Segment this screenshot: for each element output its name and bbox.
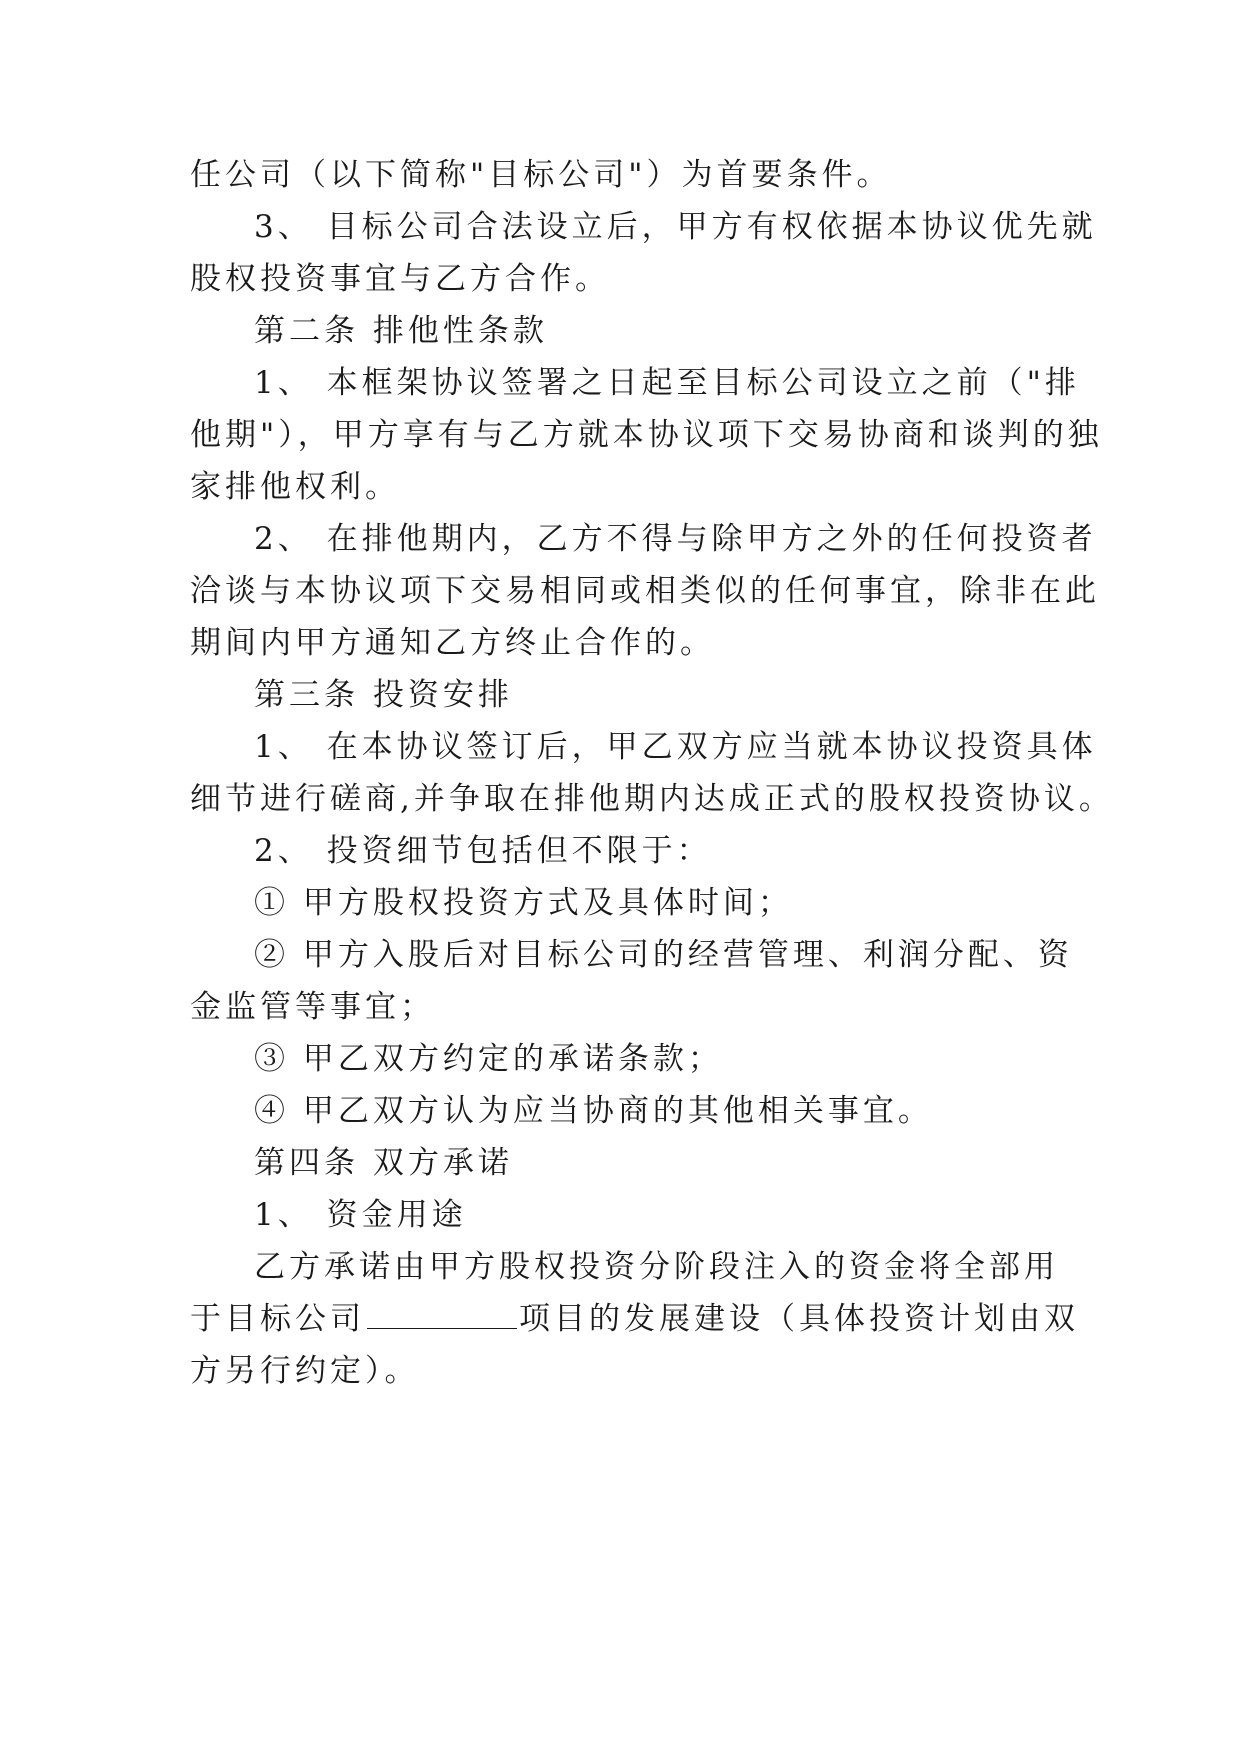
clause-4-1-line-1: 乙方承诺由甲方股权投资分阶段注入的资金将全部用 — [254, 1249, 1059, 1285]
blank-after-text: 项目的发展建设（具体投资计划由双 — [519, 1301, 1079, 1337]
article-2-heading: 第二条 排他性条款 — [254, 313, 548, 349]
list-item-1: ① 甲方股权投资方式及具体时间； — [254, 885, 793, 921]
clause-2-1-line-1: 1、 本框架协议签署之日起至目标公司设立之前（"排 — [254, 365, 1080, 401]
body-line-1: 任公司（以下简称"目标公司"）为首要条件。 — [190, 157, 892, 193]
clause-2-1-line-3: 家排他权利。 — [190, 469, 400, 505]
list-item-4: ④ 甲乙双方认为应当协商的其他相关事宜。 — [254, 1093, 933, 1129]
blank-before-text: 于目标公司 — [190, 1301, 365, 1337]
clause-4-1-heading: 1、 资金用途 — [254, 1197, 467, 1233]
clause-2-2-line-2: 洽谈与本协议项下交易相同或相类似的任何事宜，除非在此 — [190, 573, 1100, 609]
clause-3-2-line-1: 2、 投资细节包括但不限于： — [254, 833, 712, 869]
clause-1-3-line-1: 3、 目标公司合法设立后，甲方有权依据本协议优先就 — [254, 209, 1097, 245]
list-item-3: ③ 甲乙双方约定的承诺条款； — [254, 1041, 723, 1077]
clause-2-2-line-3: 期间内甲方通知乙方终止合作的。 — [190, 625, 715, 661]
article-4-heading: 第四条 双方承诺 — [254, 1145, 513, 1181]
list-item-2-line-2: 金监管等事宜； — [190, 989, 435, 1025]
clause-3-1-line-2: 细节进行磋商,并争取在排他期内达成正式的股权投资协议。 — [190, 781, 1114, 817]
clause-4-1-line-3: 方另行约定）。 — [190, 1353, 420, 1389]
clause-2-1-line-2: 他期"），甲方享有与乙方就本协议项下交易协商和谈判的独 — [190, 417, 1103, 453]
article-3-heading: 第三条 投资安排 — [254, 677, 513, 713]
clause-3-1-line-1: 1、 在本协议签订后，甲乙双方应当就本协议投资具体 — [254, 729, 1097, 765]
clause-2-2-line-1: 2、 在排他期内，乙方不得与除甲方之外的任何投资者 — [254, 521, 1097, 557]
clause-4-1-line-2 — [190, 1299, 1079, 1339]
fill-in-blank — [367, 1302, 517, 1329]
list-item-2-line-1: ② 甲方入股后对目标公司的经营管理、利润分配、资 — [254, 937, 1073, 973]
clause-1-3-line-2: 股权投资事宜与乙方合作。 — [190, 261, 610, 297]
